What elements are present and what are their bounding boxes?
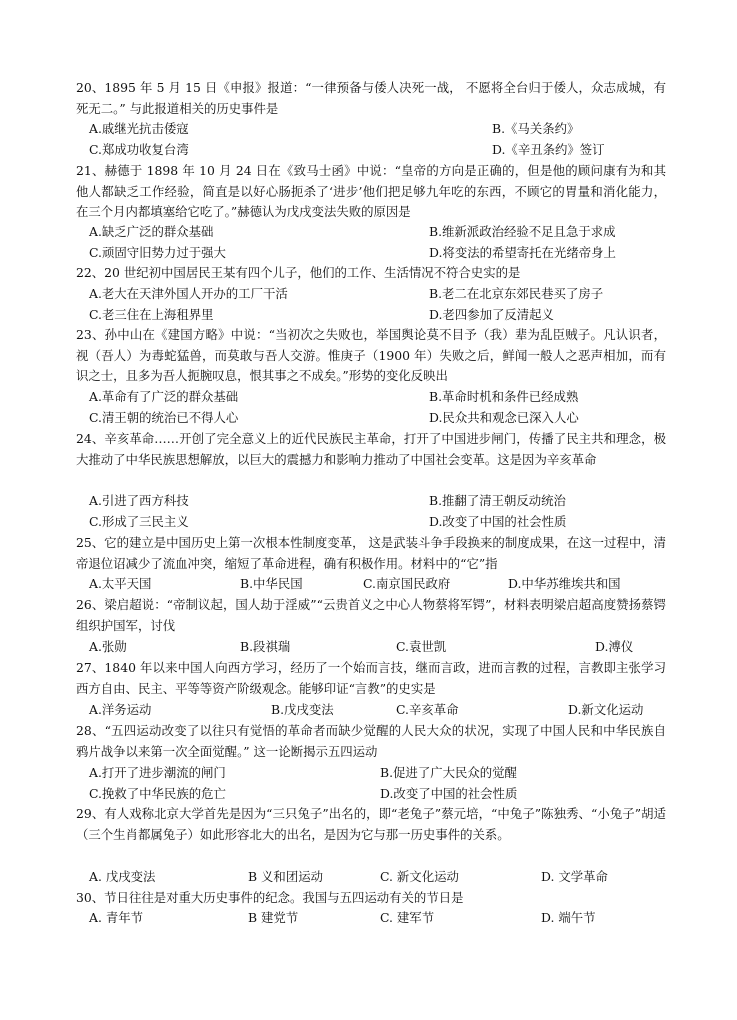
question-20 <box>76 78 666 119</box>
option-c: C.挽救了中华民族的危亡 <box>89 786 226 801</box>
option-a: A.缺乏广泛的群众基础 <box>89 224 214 239</box>
option-d: D.改变了中国的社会性质 <box>380 786 518 801</box>
question-stem: 25、它的建立是中国历史上第一次根本性制度变革， 这是武装斗争手段换来的制度成果，在这一过程中，清帝退位诏减少了流血冲突，缩短了革命进程，确有积极作用。材料中的“它”指 <box>76 535 666 571</box>
question-stem: 24、辛亥革命……开创了完全意义上的近代民族民主革命，打开了中国进步闸门，传播了民主共和理念，极大推动了中华民族思想解放，以巨大的震撼力和影响力推动了中国社会变革。这是因为辛亥革命 <box>76 431 666 467</box>
option-a: A.太平天国 <box>89 576 152 591</box>
question-stem: 22、20 世纪初中国居民王某有四个儿子，他们的工作、生活情况不符合史实的是 <box>76 265 521 280</box>
question-21 <box>76 161 666 223</box>
option-d: D. 文学革命 <box>541 869 608 884</box>
question-stem: 27、1840 年以来中国人向西方学习，经历了一个始而言技，继而言政，进而言教的过程，言教即主张学习西方自由、民主、平等等资产阶级观念。能够印证“言教”的史实是 <box>76 660 666 696</box>
question-23 <box>76 325 666 387</box>
option-a: A.老大在天津外国人开办的工厂干活 <box>89 286 288 301</box>
option-d: D.改变了中国的社会性质 <box>429 514 567 529</box>
option-c: C. 建军节 <box>380 910 435 925</box>
question-22 <box>76 263 666 284</box>
option-a: A.张勋 <box>89 639 127 654</box>
option-a: A.洋务运动 <box>89 702 152 717</box>
question-stem: 21、赫德于 1898 年 10 月 24 日在《致马士函》中说：“皇帝的方向是正确的，但是他的顾问康有为和其他人都缺乏工作经验，简直是以好心肠扼杀了‘进步’他们把足够九年吃的东西，不顾它的胃量和消化能力，在三个月内都填塞给它吃了。”赫德认为戊戌变法失败的原因是 <box>76 163 666 219</box>
option-a: A. 青年节 <box>89 910 143 925</box>
option-a: A.革命有了广泛的群众基础 <box>89 389 239 404</box>
option-c: C.形成了三民主义 <box>89 514 189 529</box>
option-c: C.顽固守旧势力过于强大 <box>89 245 226 260</box>
question-stem: 26、梁启超说：“帝制议起，国人劫于淫威”“云贵首义之中心人物蔡将军锷”，材料表明梁启超高度赞扬蔡锷组织护国军，讨伐 <box>76 597 666 633</box>
option-d: D.新文化运动 <box>568 702 644 717</box>
option-b: B.段祺瑞 <box>240 639 291 654</box>
question-25 <box>76 533 666 574</box>
option-d: D.将变法的希望寄托在光绪帝身上 <box>429 245 616 260</box>
option-b: B.中华民国 <box>240 576 303 591</box>
option-b: B.革命时机和条件已经成熟 <box>429 389 579 404</box>
option-b: B.维新派政治经验不足且急于求成 <box>429 224 616 239</box>
option-d: D.溥仪 <box>595 639 634 654</box>
question-stem: 29、有人戏称北京大学首先是因为“三只兔子”出名的，即“老兔子”蔡元培，“中兔子”陈独秀、“小兔子”胡适（三个生肖都属兔子）如此形容北大的出名，是因为它与那一历史事件的关系。 <box>76 806 666 842</box>
option-b: B.戊戌变法 <box>271 702 334 717</box>
option-a: A. 戊戌变法 <box>89 869 156 884</box>
option-b: B 建党节 <box>248 910 299 925</box>
option-c: C.辛亥革命 <box>396 702 459 717</box>
option-d: D.民众共和观念已深入人心 <box>429 410 579 425</box>
option-c: C.郑成功收复台湾 <box>89 142 189 157</box>
question-stem: 30、节日往往是对重大历史事件的纪念。我国与五四运动有关的节日是 <box>76 890 464 905</box>
option-d: D. 端午节 <box>541 910 596 925</box>
option-b: B.推翻了清王朝反动统治 <box>429 493 566 508</box>
option-a: A.戚继光抗击倭寇 <box>89 121 189 136</box>
option-c: C.袁世凯 <box>396 639 447 654</box>
option-c: C.清王朝的统治已不得人心 <box>89 410 239 425</box>
option-b: B.老二在北京东郊民巷买了房子 <box>429 286 604 301</box>
question-26 <box>76 595 666 636</box>
question-28 <box>76 721 666 762</box>
option-c: C. 新文化运动 <box>380 869 459 884</box>
option-d: D.中华苏维埃共和国 <box>508 576 621 591</box>
option-b: B 义和团运动 <box>248 869 323 884</box>
option-d: D.老四参加了反清起义 <box>429 307 554 322</box>
option-b: B.《马关条约》 <box>492 121 580 136</box>
option-b: B.促进了广大民众的觉醒 <box>380 765 517 780</box>
question-27 <box>76 658 666 699</box>
question-30 <box>76 888 666 909</box>
option-a: A.打开了进步潮流的闸门 <box>89 765 226 780</box>
question-24 <box>76 429 666 470</box>
option-c: C.老三住在上海租界里 <box>89 307 214 322</box>
question-29 <box>76 804 666 845</box>
question-stem: 28、“五四运动改变了以往只有觉悟的革命者而缺少觉醒的人民大众的状况，实现了中国人民和中华民族自鸦片战争以来第一次全面觉醒。” 这一论断揭示五四运动 <box>76 723 666 759</box>
option-c: C.南京国民政府 <box>363 576 451 591</box>
question-stem: 20、1895 年 5 月 15 日《申报》报道：“一律预备与倭人决死一战， 不愿将全台归于倭人，众志成城，有死无二。” 与此报道相关的历史事件是 <box>76 80 666 116</box>
question-stem: 23、孙中山在《建国方略》中说：“当初次之失败也，举国舆论莫不目予（我）辈为乱臣贼子。凡认识者，视（吾人）为毒蛇猛兽，而莫敢与吾人交游。惟庚子（1900 年）失败之后，鲜闻一般人之恶声相加，而有识之士，且多为吾人扼腕叹息，恨其事之不成矣。”形势的变化反映出 <box>76 327 666 383</box>
option-a: A.引进了西方科技 <box>89 493 189 508</box>
option-d: D.《辛丑条约》签订 <box>492 142 605 157</box>
